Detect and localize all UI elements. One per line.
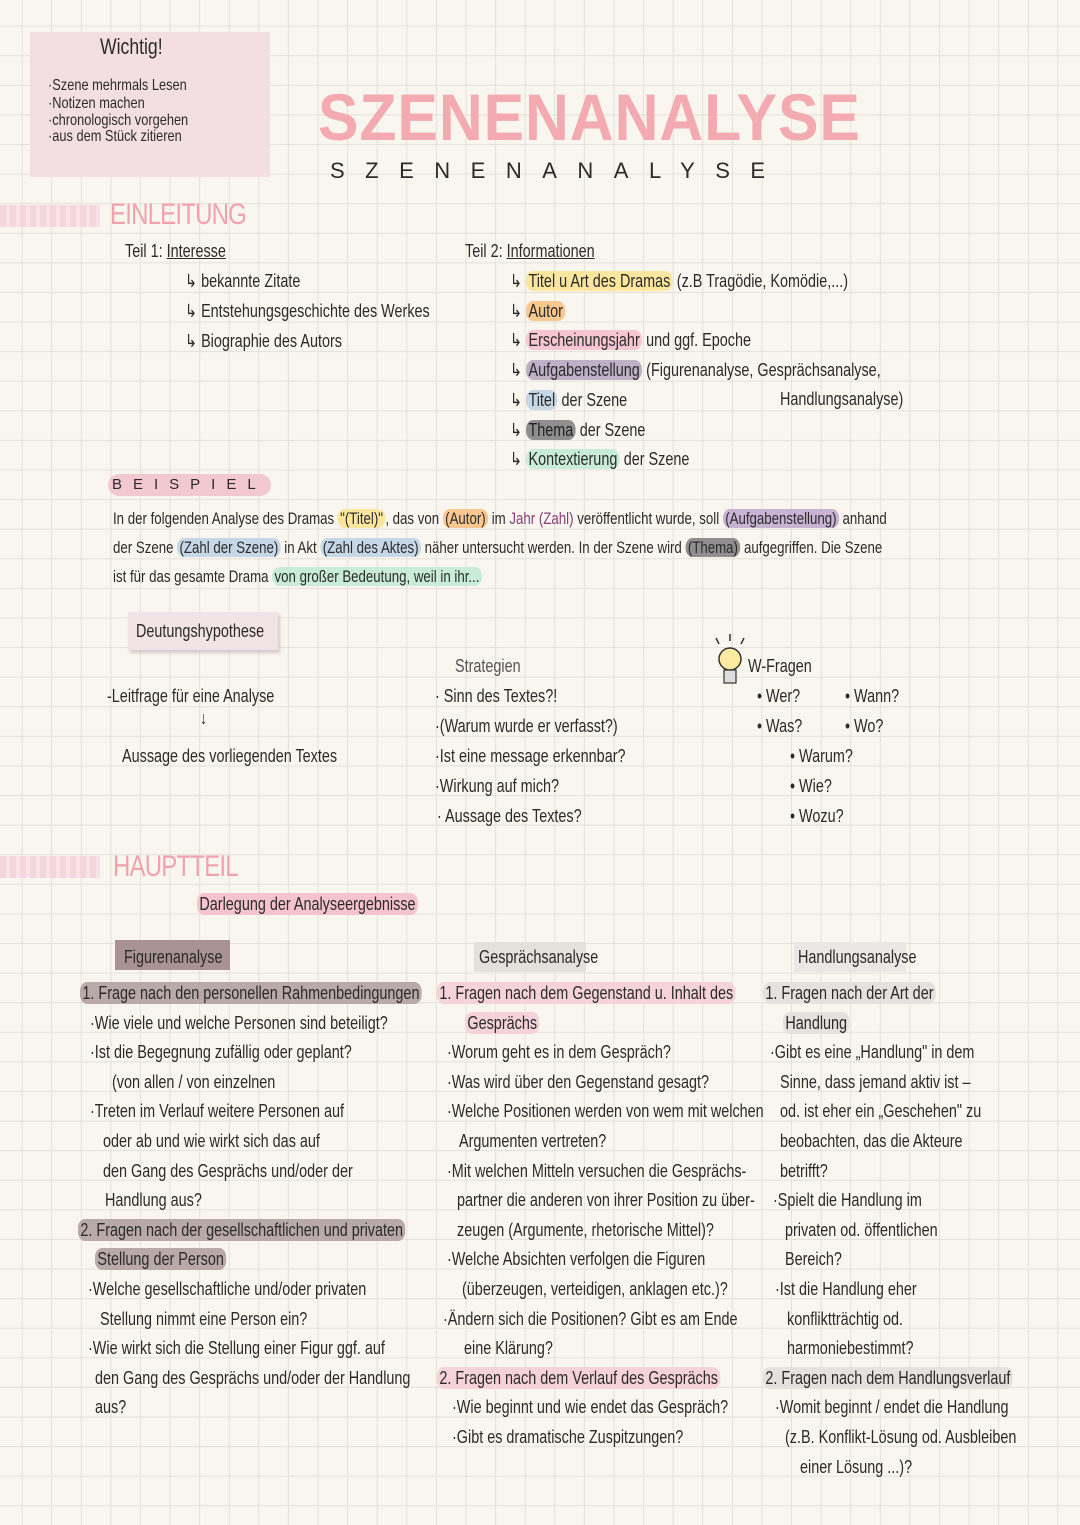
gespraechsanalyse-line: ·Welche Absichten verfolgen die Figuren [447, 1249, 706, 1270]
beispiel-text: anhand [838, 509, 887, 528]
wfrage-item: • Wo? [845, 716, 884, 736]
teil2-item [510, 389, 627, 411]
gespraechsanalyse-line: ·Mit welchen Mitteln versuchen die Gesprächs- [447, 1160, 747, 1181]
figurenanalyse-line: aus? [95, 1397, 127, 1418]
wfrage-item: • Wer? [757, 686, 801, 706]
teil2-number: Teil 2: [465, 241, 503, 261]
gespraechsanalyse-line: 2. Fragen nach dem Verlauf des Gesprächs [437, 1367, 720, 1389]
section-stripe [0, 856, 100, 878]
gespraechsanalyse-line: zeugen (Argumente, rhetorische Mittel)? [457, 1219, 714, 1240]
teil1-item: ↳ Biographie des Autors [185, 331, 342, 351]
beispiel-line [113, 508, 887, 530]
figurenanalyse-line: ·Wie viele und welche Personen sind beteiligt? [90, 1012, 388, 1033]
gespraechsanalyse-line: Argumenten vertreten? [459, 1131, 607, 1151]
lightbulb-icon [710, 632, 750, 690]
arrow-icon: ↳ [510, 389, 527, 410]
beispiel-placeholder: (Zahl des Aktes) [320, 538, 420, 557]
teil2-rest: der Szene [557, 389, 628, 410]
beispiel-text: aufgegriffen. Die Szene [740, 538, 883, 557]
handlungsanalyse-line: ·Gibt es eine „Handlung" in dem [770, 1042, 975, 1063]
teil2-rest: und ggf. Epoche [642, 330, 752, 351]
teil2-rest: (z.B Tragödie, Komödie,...) [672, 271, 849, 291]
arrow-icon: ↳ [510, 330, 527, 351]
strategie-item: ·Ist eine message erkennbar? [435, 746, 626, 766]
handlungsanalyse-line: betrifft? [780, 1160, 828, 1181]
beispiel-placeholder: (Autor) [443, 509, 488, 528]
handlungsanalyse-line: privaten od. öffentlichen [785, 1219, 938, 1240]
figurenanalyse-heading: Figurenanalyse [124, 947, 223, 967]
hauptteil-heading: HAUPTTEIL [113, 850, 238, 883]
handlungsanalyse-line: Sinne, dass jemand aktiv ist – [780, 1071, 971, 1092]
gespraechsanalyse-line: Gesprächs [465, 1012, 539, 1034]
gespraechsanalyse-line: 1. Fragen nach dem Gegenstand u. Inhalt des [437, 982, 736, 1004]
teil2-item [510, 419, 645, 441]
gespraechsanalyse-line: partner die anderen von ihrer Position zu über- [457, 1190, 755, 1211]
note-item: ·chronologisch vorgehen [48, 112, 189, 129]
teil1-label [125, 240, 226, 262]
einleitung-heading: EINLEITUNG [110, 198, 247, 231]
leitfrage: -Leitfrage für eine Analyse [107, 686, 275, 706]
gespraechsanalyse-line: ·Was wird über den Gegenstand gesagt? [447, 1071, 710, 1092]
teil2-rest: der Szene [575, 419, 646, 440]
figurenanalyse-line: Stellung nimmt eine Person ein? [100, 1308, 308, 1329]
beispiel-line [113, 537, 882, 559]
handlungsanalyse-line: harmoniebestimmt? [787, 1338, 914, 1359]
beispiel-placeholder: "(Titel)" [338, 509, 385, 528]
figurenanalyse-line: (von allen / von einzelnen [112, 1071, 276, 1092]
gespraechsanalyse-line: (überzeugen, verteidigen, anklagen etc.)? [462, 1279, 728, 1299]
note-title: Wichtig! [100, 34, 163, 59]
teil2-highlight: Thema [526, 420, 576, 440]
beispiel-placeholder: (Aufgabenstellung) [723, 509, 839, 528]
arrow-icon: ↳ [510, 419, 527, 440]
teil2-item [510, 359, 881, 381]
handlungsanalyse-line: 2. Fragen nach dem Handlungsverlauf [763, 1367, 1013, 1389]
strategie-item: ·(Warum wurde er verfasst?) [435, 716, 618, 736]
beispiel-text: im [488, 509, 510, 528]
note-item: ·aus dem Stück zitieren [48, 128, 182, 145]
gespraechsanalyse-line: ·Ändern sich die Positionen? Gibt es am Ende [443, 1308, 738, 1329]
beispiel-line [113, 566, 482, 588]
handlungsanalyse-line: od. ist eher ein „Geschehen" zu [780, 1101, 982, 1122]
teil1-item: ↳ Entstehungsgeschichte des Werkes [185, 301, 430, 321]
arrow-icon: ↳ [510, 449, 527, 470]
wfrage-item: • Was? [757, 716, 803, 736]
note-item: ·Szene mehrmals Lesen [48, 77, 187, 94]
wfrage-item: • Wann? [845, 686, 900, 706]
teil1-item: ↳ bekannte Zitate [185, 271, 301, 291]
handlungsanalyse-line: beobachten, das die Akteure [780, 1131, 963, 1151]
handlungsanalyse-line: einer Lösung ...)? [800, 1456, 913, 1477]
figurenanalyse-line: 1. Frage nach den personellen Rahmenbedingungen [80, 982, 422, 1004]
aussage: Aussage des vorliegenden Textes [122, 746, 338, 766]
figurenanalyse-line: ·Wie wirkt sich die Stellung einer Figur ggf. auf [88, 1338, 385, 1359]
teil2-highlight: Autor [526, 301, 565, 321]
teil1-topic: Interesse [166, 241, 226, 261]
figurenanalyse-line: ·Treten im Verlauf weitere Personen auf [90, 1101, 344, 1122]
deutungshypothese-heading: Deutungshypothese [136, 621, 265, 641]
beispiel-placeholder: (Zahl der Szene) [177, 538, 280, 557]
beispiel-text: der Szene [113, 538, 178, 557]
teil2-label [465, 240, 595, 262]
gespraechsanalyse-line: ·Gibt es dramatische Zuspitzungen? [452, 1427, 684, 1447]
strategie-item: ·Wirkung auf mich? [435, 776, 560, 796]
teil2-highlight: Aufgabenstellung [526, 360, 642, 380]
figurenanalyse-line: oder ab und wie wirkt sich das auf [103, 1131, 320, 1151]
strategie-item: · Sinn des Textes?! [435, 686, 558, 706]
arrow-icon: ↳ [510, 271, 527, 291]
handlungsanalyse-line: 1. Fragen nach der Art der [763, 982, 936, 1004]
teil2-continuation: Handlungsanalyse) [780, 389, 904, 409]
handlungsanalyse-line: ·Womit beginnt / endet die Handlung [775, 1397, 1009, 1418]
page-title-spaced: SZENENANALYSE [330, 158, 786, 183]
gespraechsanalyse-line: ·Worum geht es in dem Gespräch? [447, 1042, 671, 1063]
handlungsanalyse-line: konfliktträchtig od. [787, 1308, 904, 1329]
gespraechsanalyse-line: ·Wie beginnt und wie endet das Gespräch? [452, 1397, 729, 1418]
page-title: SZENENANALYSE [318, 80, 861, 154]
teil2-item [510, 329, 751, 351]
teil2-item [510, 270, 848, 292]
handlungsanalyse-line: ·Spielt die Handlung im [773, 1190, 922, 1211]
wfrage-item: • Warum? [790, 746, 853, 766]
gespraechsanalyse-heading: Gesprächsanalyse [479, 947, 599, 967]
wfrage-item: • Wie? [790, 776, 832, 796]
figurenanalyse-line: ·Welche gesellschaftliche und/oder privaten [88, 1279, 367, 1299]
section-stripe [0, 205, 100, 227]
teil2-item [510, 300, 565, 322]
wfragen-heading: W-Fragen [748, 656, 812, 676]
teil2-highlight: Kontextierung [526, 449, 620, 469]
beispiel-text: in Akt [280, 538, 321, 557]
beispiel-placeholder: von großer Bedeutung, weil in ihr... [272, 567, 482, 586]
figurenanalyse-line: Handlung aus? [105, 1190, 202, 1211]
beispiel-text: näher untersucht werden. In der Szene wird [420, 538, 686, 557]
teil2-rest: (Figurenanalyse, Gesprächsanalyse, [642, 360, 881, 381]
teil2-highlight: Titel [526, 390, 557, 410]
gespraechsanalyse-line: eine Klärung? [464, 1338, 553, 1359]
beispiel-text: veröffentlicht wurde, soll [573, 509, 723, 528]
hauptteil-subheading: Darlegung der Analyseergebnisse [197, 893, 418, 915]
note-item: ·Notizen machen [48, 95, 145, 112]
beispiel-placeholder: Jahr (Zahl) [509, 509, 574, 528]
teil2-highlight: Titel u Art des Dramas [526, 271, 673, 291]
handlungsanalyse-heading: Handlungsanalyse [798, 947, 917, 967]
strategien-heading: Strategien [455, 656, 521, 676]
figurenanalyse-line: 2. Fragen nach der gesellschaftlichen und privaten [78, 1219, 405, 1241]
arrow-icon: ↳ [510, 300, 527, 321]
teil2-highlight: Erscheinungsjahr [526, 330, 642, 350]
beispiel-text: , das von [385, 509, 443, 528]
handlungsanalyse-line: (z.B. Konflikt-Lösung od. Ausbleiben [785, 1427, 1017, 1447]
wfrage-item: • Wozu? [790, 806, 844, 826]
figurenanalyse-line: ·Ist die Begegnung zufällig oder geplant? [90, 1042, 352, 1063]
arrow-down-icon: ↓ [200, 708, 208, 728]
teil1-number: Teil 1: [125, 241, 163, 261]
beispiel-text: ist für das gesamte Drama [113, 567, 273, 586]
beispiel-text: In der folgenden Analyse des Dramas [113, 509, 338, 528]
handlungsanalyse-line: Handlung [783, 1012, 849, 1034]
teil2-item [510, 448, 689, 470]
handlungsanalyse-line: Bereich? [785, 1249, 842, 1270]
arrow-icon: ↳ [510, 360, 527, 381]
strategie-item: · Aussage des Textes? [437, 806, 582, 826]
figurenanalyse-line: Stellung der Person [95, 1248, 226, 1270]
teil2-topic: Informationen [506, 241, 595, 261]
beispiel-placeholder: (Thema) [685, 538, 740, 557]
figurenanalyse-line: den Gang des Gesprächs und/oder der Handlung [95, 1367, 411, 1388]
beispiel-badge: BEISPIEL [108, 474, 271, 496]
figurenanalyse-line: den Gang des Gesprächs und/oder der [103, 1160, 353, 1181]
teil2-rest: der Szene [619, 449, 690, 470]
gespraechsanalyse-line: ·Welche Positionen werden von wem mit welchen [447, 1101, 764, 1122]
handlungsanalyse-line: ·Ist die Handlung eher [775, 1279, 917, 1299]
